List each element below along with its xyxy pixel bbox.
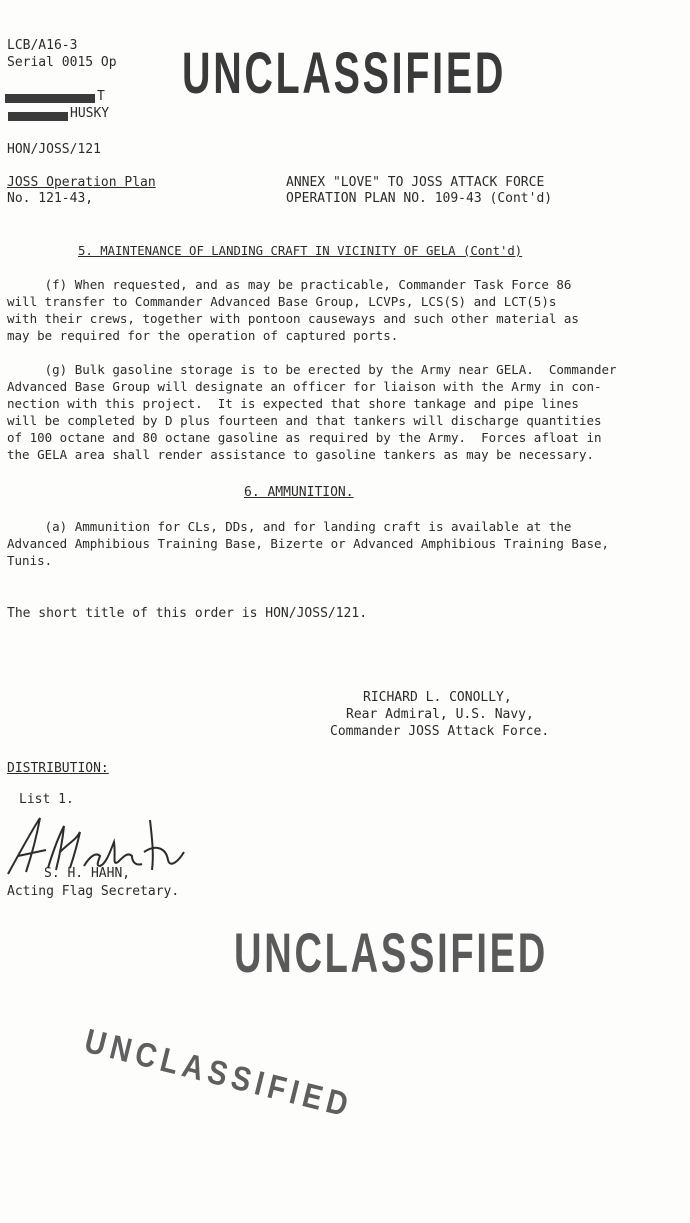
paragraph-a-line: (a) Ammunition for CLs, DDs, and for landing craft is available at the (7, 519, 572, 534)
plan-title-line-2: No. 121-43, (7, 191, 94, 206)
authenticator-title: Acting Flag Secretary. (7, 884, 180, 899)
paragraph-f-line: with their crews, together with pontoon causeways and such other material as (7, 311, 579, 326)
classification-line-2: HUSKY (70, 106, 110, 121)
paragraph-g-line: (g) Bulk gasoline storage is to be erected by the Army near GELA. Commander (7, 362, 617, 377)
unclassified-stamp-top: UNCLASSIFIED (182, 41, 507, 106)
document-code: HON/JOSS/121 (7, 142, 101, 157)
short-title-line: The short title of this order is HON/JOSS/121. (7, 606, 368, 621)
paragraph-a-line: Tunis. (7, 553, 53, 568)
section-5-heading: 5. MAINTENANCE OF LANDING CRAFT IN VICINITY OF GELA (Cont'd) (78, 244, 523, 258)
reference-line-1: LCB/A16-3 (7, 38, 78, 53)
classification-line-1: T (97, 89, 105, 104)
annex-title-line-2: OPERATION PLAN NO. 109-43 (Cont'd) (286, 191, 553, 206)
redaction-bar-1 (5, 94, 95, 103)
redaction-bar-2 (8, 112, 68, 121)
paragraph-f-line: (f) When requested, and as may be practicable, Commander Task Force 86 (7, 277, 572, 292)
paragraph-g-line: of 100 octane and 80 octane gasoline as required by the Army. Forces afloat in (7, 430, 602, 445)
section-6-heading: 6. AMMUNITION. (244, 485, 354, 500)
signer-rank: Rear Admiral, U.S. Navy, (346, 707, 534, 722)
signer-role: Commander JOSS Attack Force. (330, 724, 550, 739)
paragraph-g-line: Advanced Base Group will designate an officer for liaison with the Army in con- (7, 379, 602, 394)
unclassified-stamp-tilted: UNCLASSIFIED (80, 1022, 357, 1126)
paragraph-a-line: Advanced Amphibious Training Base, Bizerte or Advanced Amphibious Training Base, (7, 536, 610, 551)
paragraph-g-line: will be completed by D plus fourteen and that tankers will discharge quantities (7, 413, 602, 428)
paragraph-g-line: the GELA area shall render assistance to gasoline tankers as may be necessary. (7, 447, 594, 462)
annex-title-line-1: ANNEX "LOVE" TO JOSS ATTACK FORCE (286, 175, 545, 190)
distribution-list: List 1. (19, 792, 74, 807)
distribution-heading: DISTRIBUTION: (7, 761, 109, 776)
reference-line-2: Serial 0015 Op (7, 55, 117, 70)
paragraph-f-line: may be required for the operation of captured ports. (7, 328, 399, 343)
signer-name: RICHARD L. CONOLLY, (363, 690, 512, 705)
plan-title-line-1: JOSS Operation Plan (7, 175, 156, 190)
paragraph-g-line: nection with this project. It is expected that shore tankage and pipe lines (7, 396, 579, 411)
paragraph-f-line: will transfer to Commander Advanced Base Group, LCVPs, LCS(S) and LCT(5)s (7, 294, 557, 309)
unclassified-stamp-bottom: UNCLASSIFIED (234, 921, 549, 984)
authenticator-name: S. H. HAHN, (44, 866, 131, 881)
